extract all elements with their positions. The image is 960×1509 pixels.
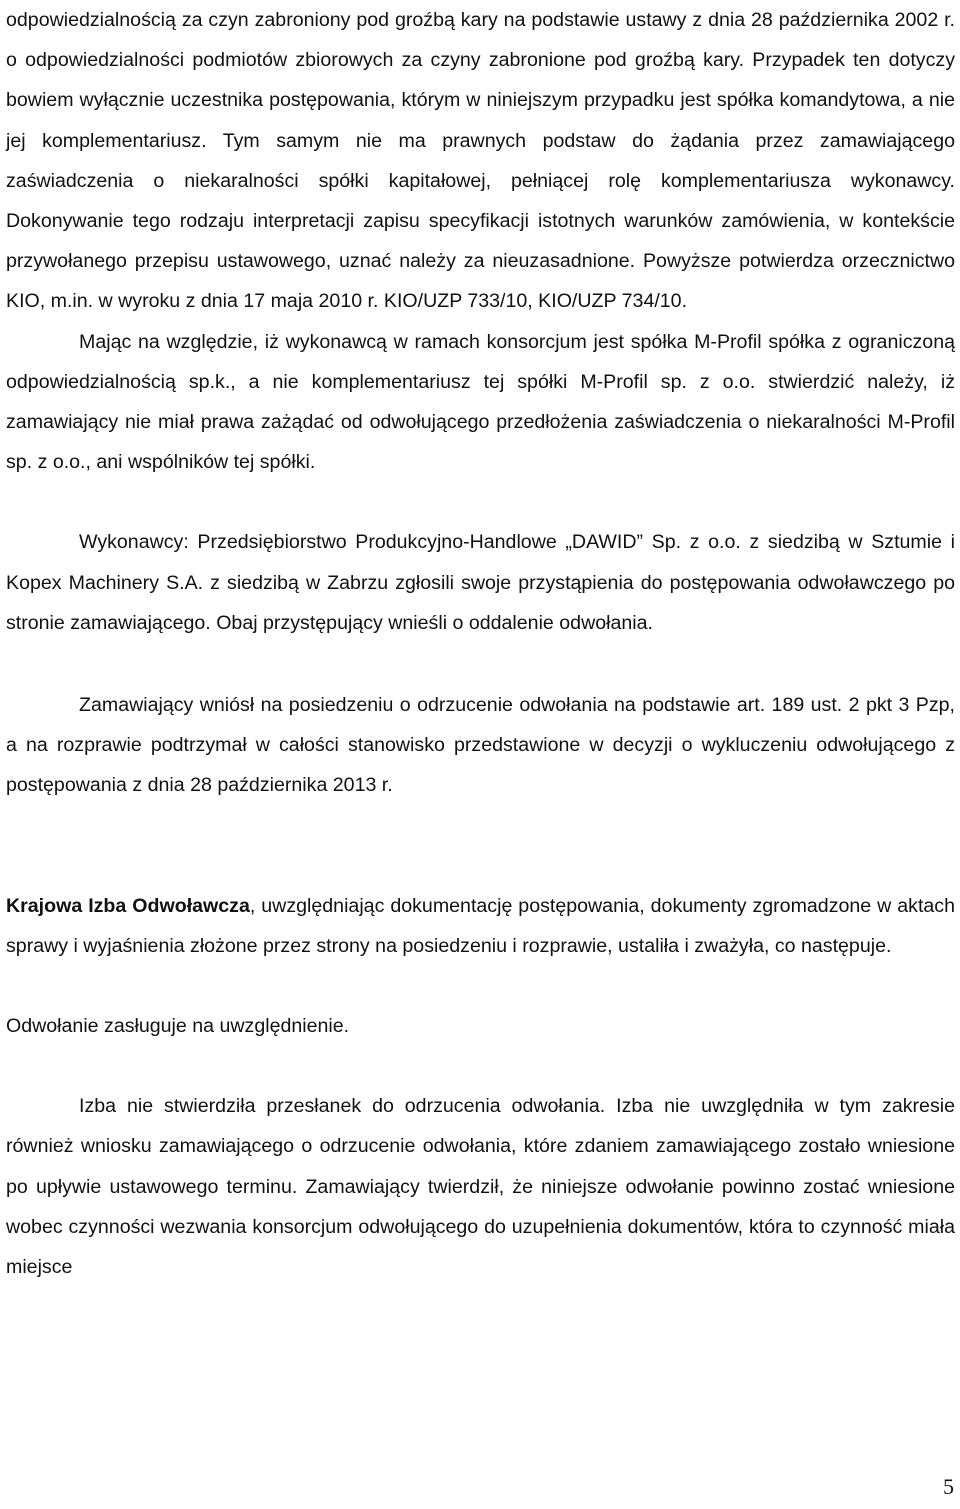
paragraph-chamber: [6, 886, 955, 966]
paragraph-gap: [6, 643, 955, 685]
paragraph-verdict: Odwołanie zasługuje na uwzględnienie.: [6, 1015, 350, 1038]
paragraph-gap: [6, 1046, 955, 1086]
page-number: 5: [943, 1474, 954, 1499]
paragraph-continuation: odpowiedzialnością za czyn zabroniony pod groźbą kary na podstawie ustawy z dnia 28 października 2002 r. o odpowiedzialności podmiotów zbiorowych za czyny zabronione pod groźbą kary. Przypadek ten dotyczy bowiem wyłącznie uczestnika postępowania, którym w niniejszym przypadku jest spółka komandytowa, a nie jej komplementariusz. Tym samym nie ma prawnych podstaw do żądania przez zamawiającego zaświadczenia o niekaralności spółki kapitałowej, pełniącej rolę komplementariusza wykonawcy. Dokonywanie tego rodzaju interpretacji zapisu specyfikacji istotnych warunków zamówienia, w kontekście przywołanego przepisu ustawowego, uznać należy za nieuzasadnione. Powyższe potwierdza orzecznictwo KIO, m.in. w wyroku z dnia 17 maja 2010 r. KIO/UZP 733/10, KIO/UZP 734/10.: [6, 9, 955, 313]
paragraph-m-profil: Mając na względzie, iż wykonawcą w ramach konsorcjum jest spółka M-Profil spółka z ograniczoną odpowiedzialnością sp.k., a nie komplementariusz tej spółki M-Profil sp. z o.o. stwierdzić należy, iż zamawiający nie miał prawa zażądać od odwołującego przedłożenia zaświadczenia o niekaralności M-Profil sp. z o.o., ani wspólników tej spółki.: [6, 330, 955, 474]
chamber-text: , uwzględniając dokumentację postępowania, dokumenty zgromadzone w aktach sprawy i wyjaśnienia złożone przez strony na posiedzeniu i rozprawie, ustaliła i zważyła, co następuje.: [6, 894, 956, 957]
chamber-name: Krajowa Izba Odwoławcza: [6, 894, 250, 917]
document-page: [6, 0, 955, 1287]
paragraph-participants: Wykonawcy: Przedsiębiorstwo Produkcyjno-Handlowe „DAWID” Sp. z o.o. z siedzibą w Sztumie i Kopex Machinery S.A. z siedzibą w Zabrzu zgłosili swoje przystąpienia do postępowania odwoławczego po stronie zamawiającego. Obaj przystępujący wnieśli o oddalenie odwołania.: [6, 531, 955, 634]
paragraph-gap: [6, 482, 955, 522]
paragraph-gap: [6, 966, 955, 1006]
paragraph-analysis: Izba nie stwierdziła przesłanek do odrzucenia odwołania. Izba nie uwzględniła w tym zakresie również wniosku zamawiającego o odrzucenie odwołania, które zdaniem zamawiającego zostało wniesione po upływie ustawowego terminu. Zamawiający twierdził, że niniejsze odwołanie powinno zostać wniesione wobec czynności wezwania konsorcjum odwołującego do uzupełnienia dokumentów, która to czynność miała miejsce: [6, 1095, 955, 1279]
paragraph-gap: [6, 806, 955, 886]
paragraph-contracting-authority: Zamawiający wniósł na posiedzeniu o odrzucenie odwołania na podstawie art. 189 ust. 2 pkt 3 Pzp, a na rozprawie podtrzymał w całości stanowisko przedstawione w decyzji o wykluczeniu odwołującego z postępowania z dnia 28 października 2013 r.: [6, 694, 955, 797]
